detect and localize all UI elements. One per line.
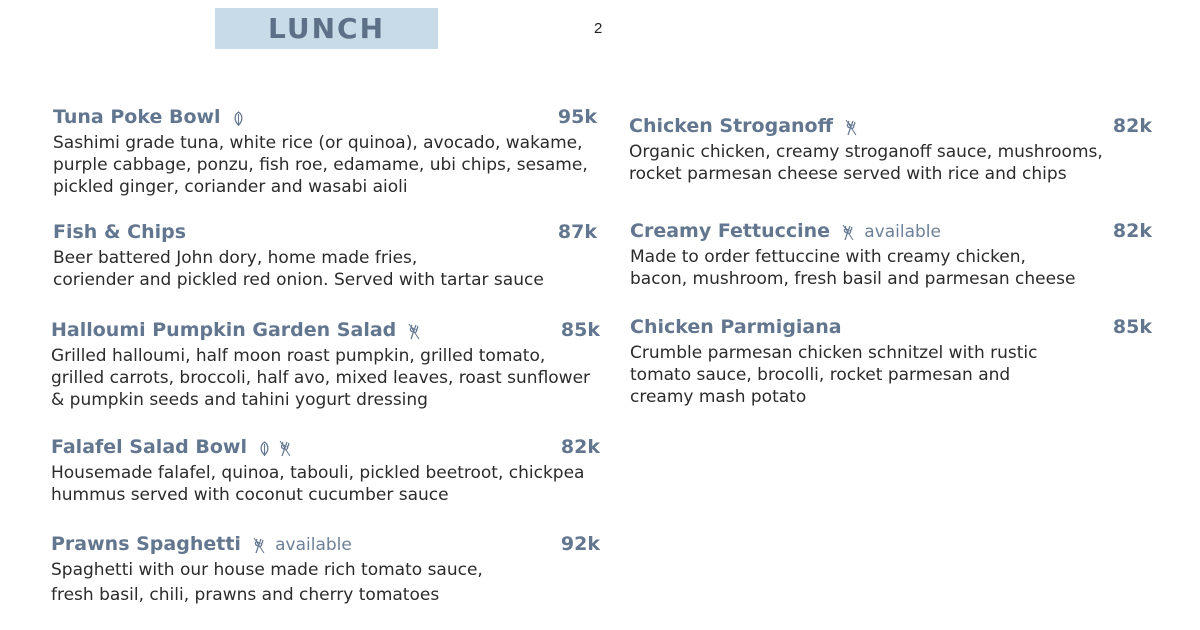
item-description-line: rocket parmesan cheese served with rice and chips [629, 164, 1067, 184]
item-description-line: purple cabbage, ponzu, fish roe, edamame, ubi chips, sesame, [53, 155, 588, 175]
item-description-line: Crumble parmesan chicken schnitzel with rustic [630, 343, 1038, 363]
item-description-line: hummus served with coconut cucumber sauce [51, 485, 449, 505]
item-price: 85k [560, 319, 600, 341]
item-description-line: coriender and pickled red onion. Served with tartar sauce [53, 270, 544, 290]
item-price: 82k [1112, 220, 1152, 242]
wheat-icon [841, 224, 855, 241]
availability-note: available [864, 222, 941, 242]
menu-item-creamy-fettuccine [630, 220, 1152, 290]
item-price: 87k [557, 221, 597, 243]
menu-item-fish-and-chips [53, 221, 597, 291]
item-name: Chicken Stroganoff [629, 115, 833, 137]
wheat-icon [844, 119, 858, 136]
menu-item-tuna-poke-bowl [53, 106, 597, 198]
menu-item-falafel-salad-bowl [51, 436, 600, 506]
page-number: 2 [594, 20, 603, 37]
wheat-icon [407, 323, 421, 340]
wheat-icon [252, 537, 266, 554]
item-name: Chicken Parmigiana [630, 316, 842, 338]
item-name: Prawns Spaghetti [51, 533, 241, 555]
item-description-line: pickled ginger, coriander and wasabi aioli [53, 177, 408, 197]
item-description-line: bacon, mushroom, fresh basil and parmesan cheese [630, 269, 1076, 289]
item-name: Creamy Fettuccine [630, 220, 831, 242]
item-price: 95k [557, 106, 597, 128]
menu-item-halloumi-pumpkin-garden-salad [51, 319, 600, 411]
item-price: 82k [1112, 115, 1152, 137]
item-description-line: fresh basil, chili, prawns and cherry tomatoes [51, 585, 440, 605]
item-name: Halloumi Pumpkin Garden Salad [51, 319, 397, 341]
item-description-line: Organic chicken, creamy stroganoff sauce, mushrooms, [629, 142, 1103, 162]
item-price: 85k [1112, 316, 1152, 338]
item-description-line: grilled carrots, broccoli, half avo, mixed leaves, roast sunflower [51, 368, 591, 388]
item-name: Tuna Poke Bowl [53, 106, 221, 128]
menu-section-header [215, 8, 438, 49]
item-description-line: Spaghetti with our house made rich tomato sauce, [51, 560, 483, 580]
wheat-icon [278, 440, 292, 457]
leaf-icon [232, 111, 245, 127]
item-description-line: Grilled halloumi, half moon roast pumpkin, grilled tomato, [51, 346, 546, 366]
item-name: Fish & Chips [53, 221, 187, 243]
leaf-icon [258, 441, 271, 457]
item-description-line: Made to order fettuccine with creamy chicken, [630, 247, 1026, 267]
item-description-line: Sashimi grade tuna, white rice (or quinoa), avocado, wakame, [53, 133, 583, 153]
item-description-line: Beer battered John dory, home made fries, [53, 248, 418, 268]
item-price: 92k [560, 533, 600, 555]
menu-item-chicken-stroganoff [629, 115, 1152, 185]
item-description-line: tomato sauce, brocolli, rocket parmesan and [630, 365, 1011, 385]
availability-note: available [275, 535, 352, 555]
menu-item-chicken-parmigiana [630, 316, 1152, 408]
item-description-line: & pumpkin seeds and tahini yogurt dressing [51, 390, 428, 410]
item-name: Falafel Salad Bowl [51, 436, 247, 458]
item-description-line: creamy mash potato [630, 387, 807, 407]
item-price: 82k [560, 436, 600, 458]
item-description-line: Housemade falafel, quinoa, tabouli, pickled beetroot, chickpea [51, 463, 585, 483]
menu-section-title: LUNCH [268, 12, 385, 45]
menu-item-prawns-spaghetti [51, 533, 600, 606]
